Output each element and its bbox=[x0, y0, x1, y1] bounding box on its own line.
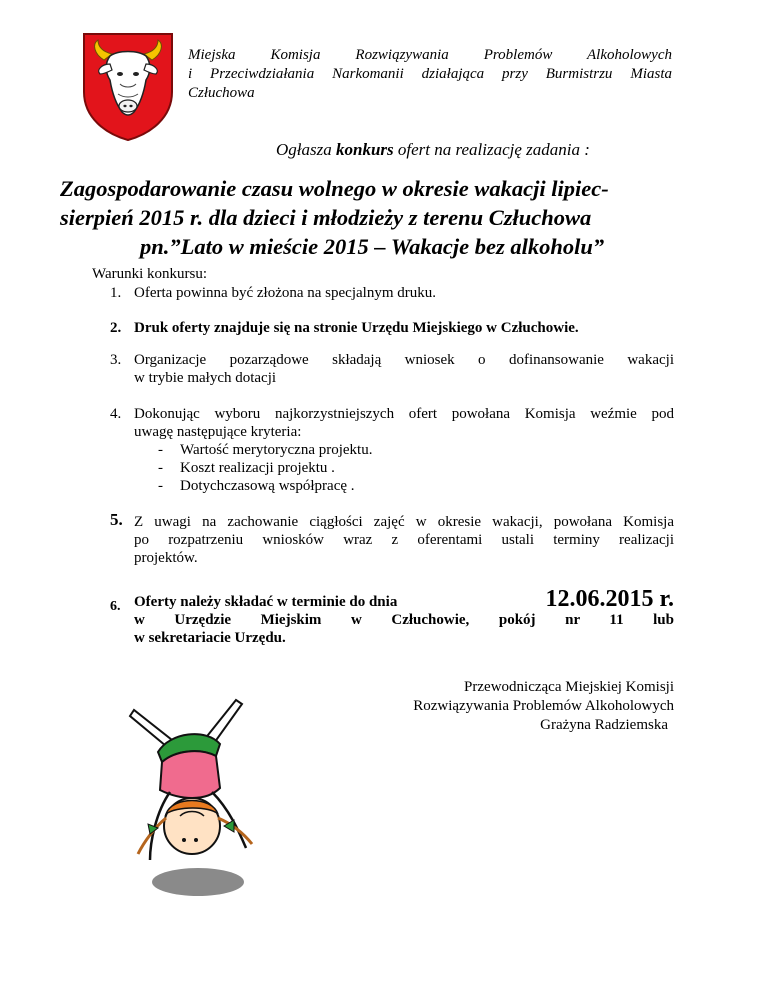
item-text: Z uwagi na zachowanie ciągłości zajęć w okresie wakacji, powołana Komisja bbox=[134, 514, 674, 530]
child-handstand-illustration bbox=[120, 692, 340, 902]
item-text: w Urzędzie Miejskim w Człuchowie, pokój nr 11 lub bbox=[134, 612, 674, 628]
criteria-text: Koszt realizacji projektu . bbox=[180, 460, 335, 476]
item-text bbox=[134, 586, 674, 612]
condition-item bbox=[110, 284, 674, 302]
criteria-text: Dotychczasową współpracę . bbox=[180, 478, 355, 494]
item-text: Dokonując wyboru najkorzystniejszych ofert powołana Komisja weźmie pod bbox=[134, 406, 674, 422]
coat-of-arms-logo bbox=[80, 30, 176, 142]
title-line: sierpień 2015 r. dla dzieci i młodzieży z terenu Człuchowa bbox=[60, 205, 592, 230]
item-number: 6. bbox=[110, 599, 121, 614]
criteria-text: Wartość merytoryczna projektu. bbox=[180, 442, 373, 458]
title-line: pn.”Lato w mieście 2015 – Wakacje bez alkoholu” bbox=[140, 234, 605, 259]
item-text: Organizacje pozarządowe składają wniosek o dofinansowanie wakacji bbox=[134, 352, 674, 368]
header-line: Człuchowa bbox=[188, 85, 255, 101]
announcement-text: ofert na realizację zadania : bbox=[393, 140, 590, 159]
item-text: w sekretariacie Urzędu. bbox=[134, 630, 286, 646]
item-text: Druk oferty znajduje się na stronie Urzędu Miejskiego w Człuchowie. bbox=[134, 320, 579, 336]
criteria-item: - Wartość merytoryczna projektu. bbox=[158, 442, 373, 458]
condition-item bbox=[110, 510, 674, 567]
announcement-text: Ogłasza bbox=[276, 140, 336, 159]
item-text: w trybie małych dotacji bbox=[134, 370, 277, 386]
announcement-bold: konkurs bbox=[335, 140, 394, 159]
item-number: 5. bbox=[110, 510, 123, 529]
announcement bbox=[276, 140, 590, 160]
item-text: po rozpatrzeniu wniosków wraz z oferentami ustali terminy realizacji bbox=[134, 532, 674, 548]
conditions-heading: Warunki konkursu: bbox=[92, 266, 208, 282]
condition-item bbox=[110, 586, 674, 647]
header-organization bbox=[188, 46, 672, 103]
item-text: uwagę następujące kryteria: bbox=[134, 424, 302, 440]
signature-line: Rozwiązywania Problemów Alkoholowych bbox=[413, 698, 674, 714]
condition-item bbox=[110, 319, 674, 337]
title-line: Zagospodarowanie czasu wolnego w okresie wakacji lipiec- bbox=[60, 176, 609, 201]
item-text: Oferta powinna być złożona na specjalnym druku. bbox=[134, 285, 436, 301]
criteria-item: - Koszt realizacji projektu . bbox=[158, 460, 335, 476]
deadline-text: Oferty należy składać w terminie do dnia bbox=[134, 594, 398, 610]
item-number: 3. bbox=[110, 352, 122, 368]
header-line: i Przeciwdziałania Narkomanii działająca przy Burmistrzu Miasta bbox=[188, 66, 672, 82]
signature-name: Grażyna Radziemska bbox=[540, 717, 668, 733]
contest-title bbox=[60, 174, 732, 261]
item-number: 2. bbox=[110, 320, 122, 336]
deadline-date: 12.06.2015 r. bbox=[545, 586, 674, 612]
item-number: 1. bbox=[110, 285, 122, 301]
criteria-item: - Dotychczasową współpracę . bbox=[158, 478, 355, 494]
header-line: Miejska Komisja Rozwiązywania Problemów Alkoholowych bbox=[188, 47, 672, 63]
item-text: projektów. bbox=[134, 550, 198, 566]
condition-item bbox=[110, 405, 674, 495]
item-number: 4. bbox=[110, 406, 122, 422]
signature-block bbox=[370, 678, 674, 735]
condition-item bbox=[110, 351, 674, 387]
signature-line: Przewodnicząca Miejskiej Komisji bbox=[464, 679, 674, 695]
